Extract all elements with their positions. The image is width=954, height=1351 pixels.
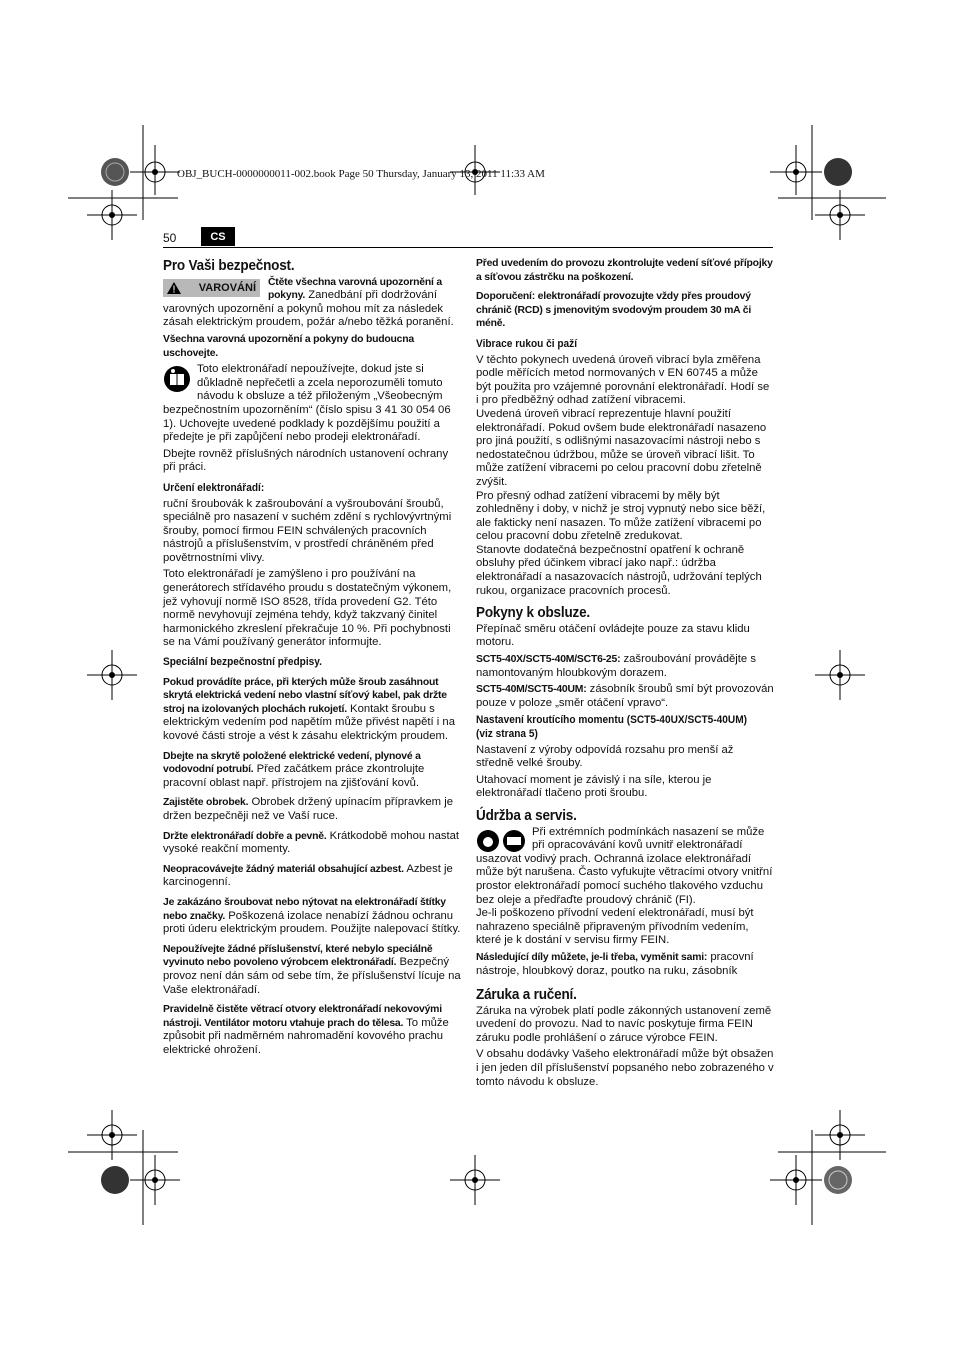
warning-triangle-icon <box>167 282 181 294</box>
operation-3: SCT5-40M/SCT5-40UM: zásobník šroubů smí být provozován pouze v poloze „směr otáčení vpravo“. <box>476 683 774 709</box>
torque-1: Nastavení z výroby odpovídá rozsahu pro menší až středně velké šrouby. <box>476 743 734 770</box>
heading-special: Speciální bezpečnostní předpisy. <box>163 656 322 669</box>
operation-2: SCT5-40X/SCT5-40M/SCT6-25: zašroubování provádějte s namontovaným hloubkovým dorazem. <box>476 653 757 679</box>
heading-warranty: Záruka a ručení. <box>476 986 577 1004</box>
maintenance-3: Následující díly můžete, je-li třeba, vyměnit sami: pracovní nástroje, hloubkový doraz, poutko na ruku, zásobník <box>476 950 754 977</box>
heading-vibration: Vibrace rukou či paží <box>476 337 578 350</box>
manual-text: Toto elektronářadí nepoužívejte, dokud jste si důkladně nepřečetli a zcela neporozuměli tomuto návodu k obsluze a též přiloženým „Všeobecným bezpečnostním upozorněním“ (číslo spisu 3 41 30 054 06 1). Uchovejte uvedené podklady k pozdějšímu použití a předejte je při zapůjčení nebo prodeji elektronářadí. <box>163 363 451 444</box>
heading-operation: Pokyny k obsluze. <box>476 604 590 622</box>
heading-safety: Pro Vaši bezpečnost. <box>163 257 295 274</box>
heading-purpose: Určení elektronářadí: <box>163 481 265 494</box>
warranty-2: V obsahu dodávky Vašeho elektronářadí může být obsažen i jen jeden díl příslušenství popsaného nebo zobrazeného v tomto návodu k obsluze. <box>476 1048 774 1088</box>
special-3: Zajistěte obrobek. Obrobek držený upínacím přípravkem je držen bezpečněji než ve Vaší ruce. <box>163 796 454 822</box>
maintenance-2: Je-li poškozeno přívodní vedení elektronářadí, musí být nahrazeno speciálně připraveným přívodním vedením, které je k dostání v servisu firmy FEIN. <box>476 907 754 947</box>
vibration-1: V těchto pokynech uvedená úroveň vibrací byla změřena podle měřících metod normovaných v EN 60745 a může být použita pro vzájemné porovnání elektronářadí. Hodí se i pro předběžný odhad zatížení vibracemi. <box>476 353 770 407</box>
torque-2: Utahovací moment je závislý i na síle, kterou je elektronářadí tlačeno proti šroubu. <box>476 773 712 800</box>
keep-instructions: Všechna varovná upozornění a pokyny do budoucna uschovejte. <box>163 333 414 359</box>
warn-bold: Čtěte všechna varovná upozornění a pokyny. <box>268 276 442 302</box>
heading-maintenance: Údržba a servis. <box>476 806 577 824</box>
vibration-4: Stanovte dodatečná bezpečnostní opatření k ochraně obsluhy před účinkem vibrací jako např.: údržba elektronářadí a nasazovacích nástrojů, udržování teplých rukou, organizace pracovních procesů. <box>476 543 762 597</box>
purpose-text-1: ruční šroubovák k zašroubování a vyšroubování šroubů, speciálně pro nasazení v suchém zdění s rychlovývrtnými šrouby, pomocí firmou FEIN schválených pracovních nástrojů a příslušenstvím, v prostředí chráněném před povětrnostními vlivy. <box>163 497 452 564</box>
special-7: Nepoužívejte žádné příslušenství, které nebylo speciálně vyvinuto nebo povoleno výrobcem elektronářadí. Bezpečný provoz není dán sám od sebe tím, že příslušenství lícuje na Vaše elektronářadí. <box>163 943 461 996</box>
vibration-3: Pro přesný odhad zatížení vibracemi by měly být zohledněny i doby, v nichž je stroj vypnutý nebo sice běží, ale fakticky není nasazen. To může zatížení vibracemi po celou pracovní dobu zřetelně zredukovat. <box>476 489 766 543</box>
maintenance-1: Při extrémních podmínkách nasazení se může při opracovávání kovů uvnitř elektronářadí usazovat vodivý prach. Ochranná izolace elektronářadí může být narušena. Často vyfukujte větracími otvory vnitřní prostor elektronářadí pomocí suchého tlakového vzduchu bez oleje a předřaďte proudový chránič (FI). <box>476 825 773 906</box>
special-4: Držte elektronářadí dobře a pevně. Krátkodobě mohou nastat vysoké reakční momenty. <box>163 829 460 856</box>
manual-paragraph <box>163 363 461 445</box>
left-column <box>163 257 461 1060</box>
warning-badge <box>163 279 260 297</box>
right-column <box>476 257 774 1092</box>
special-1: Pokud provádíte práce, při kterých může šroub zasáhnout skrytá elektrická vedení nebo vlastní síťový kabel, pak držte stroj na izolovaných plochách rukojetí. Kontakt šroubu s elektrickým vedením pod napětím může přivést napětí i na kovové části stroje a vést k zásahu elektrickým proudem. <box>163 676 455 742</box>
national-text: Dbejte rovněž příslušných národních ustanovení ochrany při práci. <box>163 447 449 474</box>
check-cable: Před uvedením do provozu zkontrolujte vedení síťové přípojky a síťovou zástrčku na poškození. <box>476 258 773 283</box>
rcd-recommendation: Doporučení: elektronářadí provozujte vždy přes proudový chránič (RCD) s jmenovitým svodovým proudem 30 mA či méně. <box>476 291 752 330</box>
special-2: Dbejte na skrytě položené elektrické vedení, plynové a vodovodní potrubí. Před začátkem práce zkontrolujte pracovní oblast např. přístrojem na zjišťování kovů. <box>163 750 425 789</box>
special-8: Pravidelně čistěte větrací otvory elektronářadí nekovovými nástroji. Ventilátor motoru vtahuje prach do tělesa. To může způsobit při nadměrném nahromadění kovového prachu elektrické ohrožení. <box>163 1004 449 1056</box>
special-5: Neopracovávejte žádný materiál obsahující azbest. Azbest je karcinogenní. <box>163 862 453 889</box>
warranty-1: Záruka na výrobek platí podle zákonných ustanovení země uvedení do provozu. Nad to navíc poskytuje firma FEIN záruku podle prohlášení o záruce výrobce FEIN. <box>476 1004 772 1044</box>
special-6: Je zakázáno šroubovat nebo nýtovat na elektronářadí štítky nebo značky. Poškozená izolace nenabízí žádnou ochranu proti úderu elektrickým proudem. Použijte nalepovací štítky. <box>163 896 461 936</box>
file-info: OBJ_BUCH-0000000011-002.book Page 50 Thursday, January 13, 2011 11:33 AM <box>177 168 545 180</box>
vibration-2: Uvedená úroveň vibrací reprezentuje hlavní použití elektronářadí. Pokud ovšem bude elektronářadí nasazeno pro jiná použití, s odlišnými nasazovacími nástroji nebo s nedostatečnou údržbou, může se úroveň vibrací lišit. To může zatížení vibracemi po celou pracovní dobu zřetelně zvýšit. <box>476 407 767 488</box>
language-badge: CS <box>201 227 235 246</box>
warning-label: VAROVÁNÍ <box>198 281 256 294</box>
purpose-text-2: Toto elektronářadí je zamýšleno i pro používání na generátorech střídavého proudu s dostatečným výkonem, jež vyhovují normě ISO 8528, třída provedení G2. Této normě nevyhovují zejména tehdy, když takzvaný činitel harmonického zkreslení překračuje 10 %. Při pochybnosti se na Vámi používaný generátor informujte. <box>163 568 452 649</box>
warn-text: Zanedbání při dodržování varovných upozornění a pokynů mohou mít za následek zásah elektrickým proudem, požár a/nebo těžká poranění. <box>163 289 454 329</box>
heading-torque: Nastavení kroutícího momentu (SCT5-40UX/SCT5-40UM) (viz strana 5) <box>476 714 748 740</box>
protective-gear-icon <box>476 829 528 853</box>
operation-1: Přepínač směru otáčení ovládejte pouze za stavu klidu motoru. <box>476 622 750 649</box>
read-manual-icon <box>163 365 191 393</box>
header-rule <box>163 247 773 248</box>
warning-paragraph <box>163 276 461 330</box>
page-number: 50 <box>163 231 177 245</box>
